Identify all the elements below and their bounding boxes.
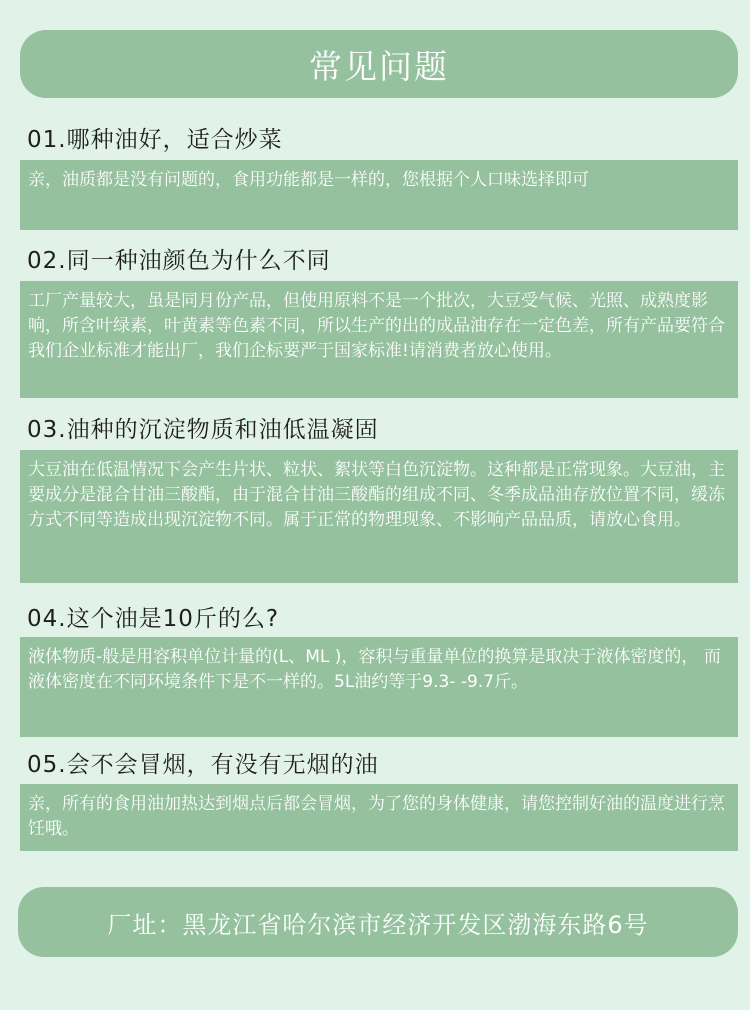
faq-header xyxy=(20,30,738,98)
faq-question-3: 03.油种的沉淀物质和油低温凝固 xyxy=(27,417,379,443)
faq-answer-1-text: 亲，油质都是没有问题的，食用功能都是一样的，您根据个人口味选择即可 xyxy=(28,170,589,190)
page-title: 常见问题 xyxy=(309,46,449,86)
faq-answer-1 xyxy=(20,160,738,230)
faq-answer-3-text: 大豆油在低温情况下会产生片状、粒状、絮状等白色沉淀物。这种都是正常现象。大豆油，主要成分是混合甘油三酸酯，由于混合甘油三酸酯的组成不同、冬季成品油存放位置不同，缓冻方式不同等造成出现沉淀物不同。属于正常的物理现象、不影响产品品质，请放心食用。 xyxy=(28,460,725,530)
faq-question-2: 02.同一种油颜色为什么不同 xyxy=(27,248,331,274)
faq-question-1: 01.哪种油好，适合炒菜 xyxy=(27,127,283,153)
faq-question-4: 04.这个油是10斤的么? xyxy=(27,606,280,632)
faq-answer-5-text: 亲，所有的食用油加热达到烟点后都会冒烟，为了您的身体健康，请您控制好油的温度进行烹饪哦。 xyxy=(28,794,725,839)
faq-answer-4 xyxy=(20,637,738,737)
faq-answer-5 xyxy=(20,784,738,851)
faq-answer-2-text: 工厂产量较大，虽是同月份产品，但使用原料不是一个批次，大豆受气候、光照、成熟度影响，所含叶绿素，叶黄素等色素不同，所以生产的出的成品油存在一定色差，所有产品要符合我们企业标准才能出厂，我们企标要严于国家标准!请消费者放心使用。 xyxy=(28,291,725,361)
faq-answer-2 xyxy=(20,281,738,398)
factory-address: 厂址：黑龙江省哈尔滨市经济开发区渤海东路6号 xyxy=(107,910,649,939)
faq-answer-3 xyxy=(20,450,738,583)
faq-question-5: 05.会不会冒烟，有没有无烟的油 xyxy=(27,752,379,778)
faq-answer-4-text: 液体物质-般是用容积单位计量的(L、ML )，容积与重量单位的换算是取决于液体密度的， 而液体密度在不同环境条件下是不一样的。5L油约等于9.3- -9.7斤。 xyxy=(28,647,721,692)
address-banner xyxy=(18,887,738,957)
